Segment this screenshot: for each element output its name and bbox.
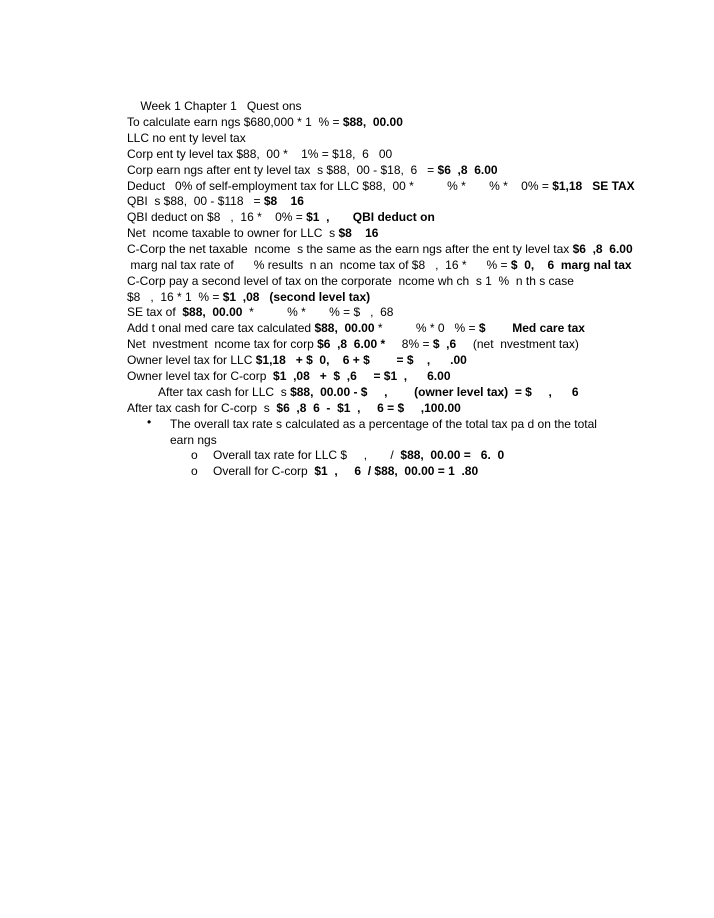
subbullet-text: Overall for C-corp — [213, 464, 315, 478]
line-bold: $88, 00.00 - $ , (owner level tax) = $ , 6 — [290, 385, 579, 399]
line-6 — [127, 193, 304, 209]
line-5 — [127, 178, 635, 194]
line-bold-after: $ ,6 — [432, 337, 457, 351]
subbullet-bold: $1 , 6 / $88, 00.00 = 1 .80 — [314, 464, 479, 478]
line-text-end: (net nvestment tax) — [456, 337, 579, 351]
subbullet-bold: $88, 00.00 = 6. 0 — [400, 448, 505, 462]
line-text: Owner level tax for LLC — [127, 353, 256, 367]
line-16 — [127, 352, 467, 368]
line-bold: $1,18 SE TAX — [552, 179, 635, 193]
line-text: Net ncome taxable to owner for LLC s — [127, 226, 339, 240]
line-19 — [127, 400, 461, 416]
line-bold: $6 ,8 6.00 — [572, 242, 633, 256]
line-text-after: * % * % = $ , 68 — [242, 305, 394, 319]
subbullet-marker: o — [191, 448, 198, 462]
line-bold: $88, 00.00 — [342, 115, 403, 129]
line-bold: $1 , QBI deduct on — [306, 210, 435, 224]
line-18 — [158, 384, 579, 400]
line-bold: $6 ,8 6.00 * — [317, 337, 386, 351]
line-7 — [127, 209, 435, 225]
line-text: SE tax of — [127, 305, 183, 319]
subbullet-text: Overall tax rate for LLC $ , / — [213, 448, 401, 462]
line-8 — [127, 225, 378, 241]
line-bold: $1,18 + $ 0, 6 + $ = $ , .00 — [255, 353, 467, 367]
line-bold: $88, 00.00 — [182, 305, 243, 319]
line-text: QBI s $88, 00 - $118 = — [127, 194, 264, 208]
line-bold: $1 ,08 + $ ,6 = $1 , 6.00 — [273, 369, 451, 383]
line-15 — [127, 336, 579, 352]
line-bold-after: $ Med care tax — [478, 321, 585, 335]
line-2 — [127, 130, 246, 146]
line-9 — [127, 241, 633, 257]
line-text: marg nal tax rate of % results n an ncome tax of $8 , 16 * % = — [127, 258, 511, 272]
line-bold: $6 ,8 6.00 — [437, 163, 498, 177]
line-14 — [127, 320, 585, 336]
line-text: Corp ent ty level tax $88, 00 * 1% = $18, 6 00 — [127, 147, 393, 161]
line-text: After tax cash for LLC s — [158, 385, 291, 399]
line-1 — [127, 114, 403, 130]
line-text: C-Corp pay a second level of tax on the corporate ncome wh ch s 1 % n th s case — [127, 274, 574, 288]
line-text-after: * % * 0 % = — [374, 321, 479, 335]
title-text: Week 1 Chapter 1 Quest ons — [140, 99, 302, 113]
line-text: Corp earn ngs after ent ty level tax s $88, 00 - $18, 6 = — [127, 163, 438, 177]
line-bold: $8 16 — [338, 226, 379, 240]
line-text: Deduct 0% of self-employment tax for LLC $88, 00 * % * % * 0% = — [127, 179, 553, 193]
line-text: LLC no ent ty level tax — [127, 131, 246, 145]
line-bold: $88, 00.00 — [314, 321, 375, 335]
line-10 — [127, 257, 632, 273]
line-text: To calculate earn ngs $680,000 * 1 % = — [127, 115, 343, 129]
subbullet-marker: o — [191, 464, 198, 478]
line-11 — [127, 273, 574, 289]
line-text: C-Corp the net taxable ncome s the same as the earn ngs after the ent ty level tax — [127, 242, 573, 256]
subbullet-ccorp — [213, 463, 478, 479]
line-text: QBI deduct on $8 , 16 * 0% = — [127, 210, 307, 224]
line-text: $8 , 16 * 1 % = — [127, 290, 223, 304]
line-17 — [127, 368, 451, 384]
line-text: Net nvestment ncome tax for corp — [127, 337, 318, 351]
line-13 — [127, 304, 393, 320]
line-4 — [127, 162, 498, 178]
line-bold: $1 ,08 (second level tax) — [222, 290, 371, 304]
bullet-marker: • — [147, 415, 152, 429]
document-title — [127, 82, 302, 113]
line-bold: $6 ,8 6 - $1 , 6 = $ ,100.00 — [276, 401, 461, 415]
line-3 — [127, 146, 392, 162]
line-12 — [127, 289, 370, 305]
line-text: Owner level tax for C-corp — [127, 369, 274, 383]
line-text-after: 8% = — [385, 337, 433, 351]
line-bold: $8 16 — [263, 194, 304, 208]
subbullet-llc — [213, 447, 504, 463]
line-bold: $ 0, 6 marg nal tax — [510, 258, 632, 272]
bullet-text: The overall tax rate s calculated as a percentage of the total tax pa d on the total earn ngs — [170, 417, 597, 447]
line-text: After tax cash for C-corp s — [127, 401, 277, 415]
line-text: Add t onal med care tax calculated — [127, 321, 315, 335]
